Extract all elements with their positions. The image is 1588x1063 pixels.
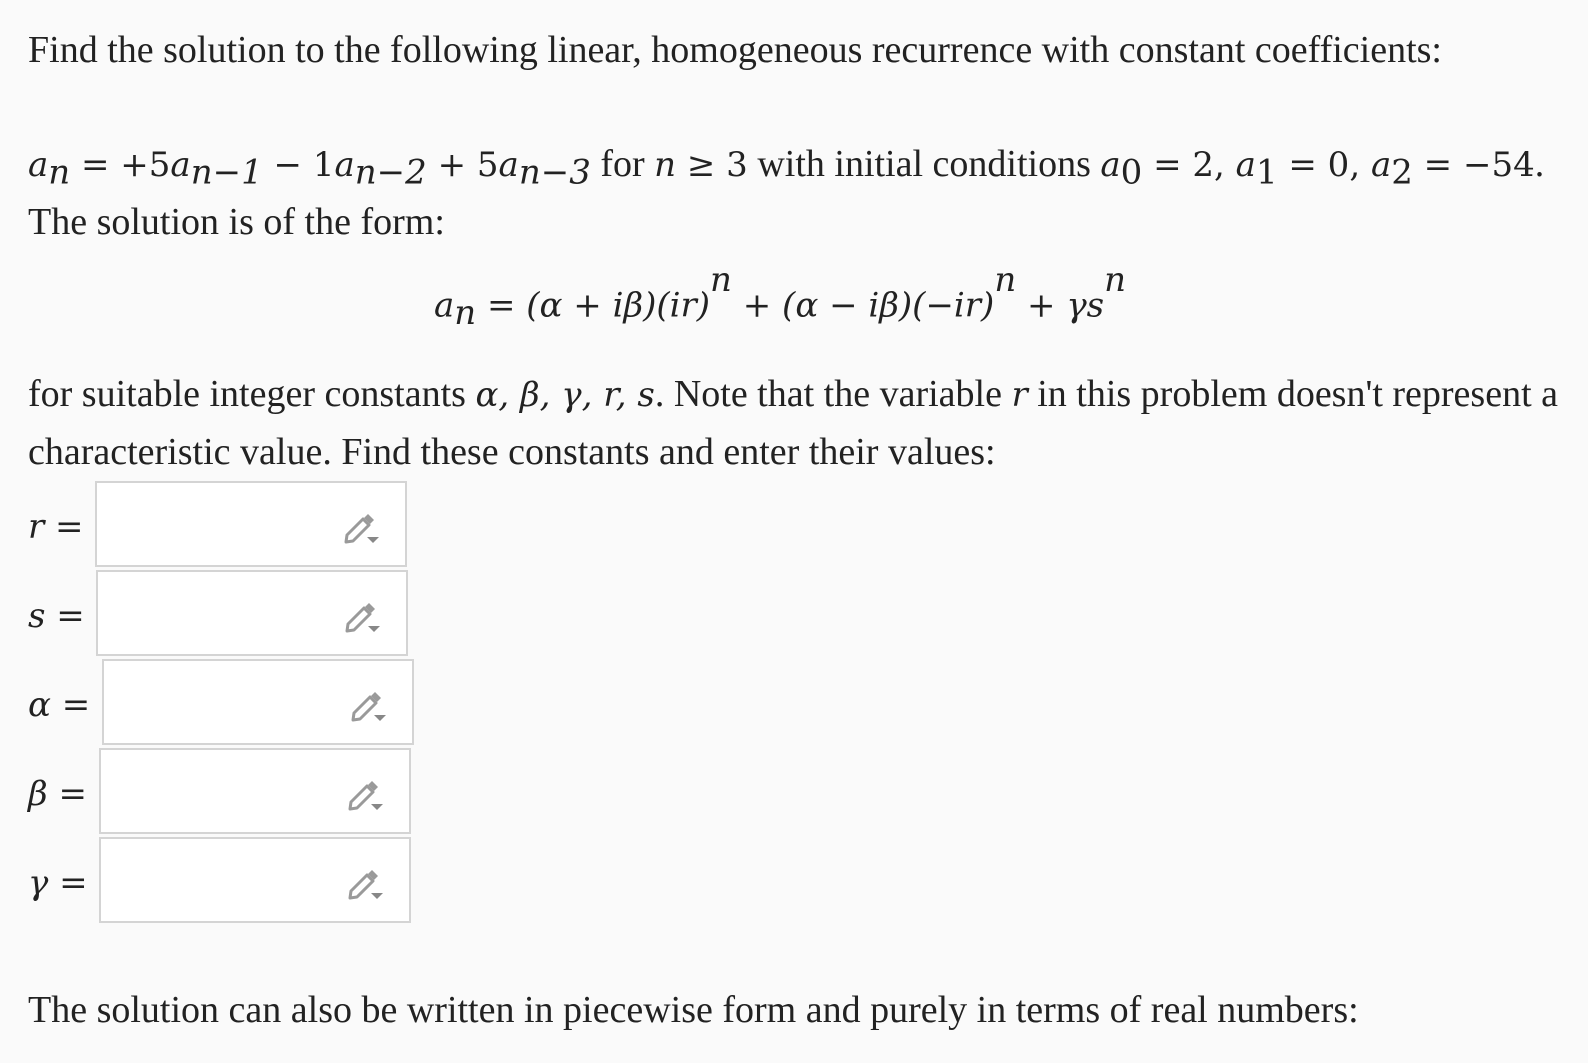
formula-lhs: a bbox=[433, 285, 455, 326]
recurrence-term2-sub: n−2 bbox=[354, 152, 427, 193]
answer-label-s: s = bbox=[28, 596, 85, 636]
explain-mid: . Note that the variable bbox=[654, 373, 1012, 415]
problem-intro: Find the solution to the following linear, homogeneous recurrence with constant coefficients: bbox=[28, 29, 1442, 71]
ic2-var: a bbox=[1370, 145, 1392, 185]
answer-input-r[interactable] bbox=[95, 481, 407, 567]
pencil-dropdown-icon[interactable] bbox=[347, 776, 387, 812]
explain-var: r bbox=[1011, 375, 1028, 415]
ic1-var: a bbox=[1235, 145, 1256, 185]
formula-part3: + γs bbox=[1016, 285, 1105, 326]
recurrence-condition-var: n bbox=[654, 145, 677, 185]
recurrence-for-text: for bbox=[590, 143, 655, 185]
formula-lhs-sub: n bbox=[454, 292, 477, 333]
recurrence-eq: = bbox=[70, 145, 121, 185]
answer-label-alpha: α = bbox=[28, 685, 91, 725]
formula-part1: = (α + iβ)(ir) bbox=[476, 285, 711, 326]
answer-label-r: r = bbox=[28, 507, 84, 547]
ic1-value: = 0, bbox=[1277, 145, 1371, 185]
solution-form-formula bbox=[0, 260, 1560, 333]
answer-label-gamma: γ = bbox=[28, 863, 88, 903]
ic0-sub: 0 bbox=[1120, 152, 1143, 193]
answer-input-beta[interactable] bbox=[99, 748, 411, 834]
ic0-var: a bbox=[1100, 145, 1121, 185]
recurrence-condition: ≥ 3 bbox=[676, 145, 748, 185]
ic1-sub: 1 bbox=[1255, 152, 1278, 193]
pencil-dropdown-icon[interactable] bbox=[343, 509, 383, 545]
recurrence-term2-var: a bbox=[334, 145, 355, 185]
formula-part2: + (α − iβ)(−ir) bbox=[731, 285, 995, 326]
answer-input-alpha[interactable] bbox=[102, 659, 414, 745]
answer-input-gamma[interactable] bbox=[99, 837, 411, 923]
ic2-sub: 2 bbox=[1391, 152, 1413, 193]
pencil-dropdown-icon[interactable] bbox=[347, 865, 387, 901]
recurrence-term1-coef: +5 bbox=[120, 145, 171, 185]
recurrence-lhs: a bbox=[28, 145, 49, 185]
formula-exp1: n bbox=[710, 260, 732, 300]
constants-explanation bbox=[28, 366, 1558, 481]
explain-pre: for suitable integer constants bbox=[28, 373, 476, 415]
recurrence-term1-sub: n−1 bbox=[190, 152, 263, 193]
formula-exp2: n bbox=[994, 260, 1017, 300]
ic2-value: = −54 bbox=[1412, 145, 1535, 185]
recurrence-statement bbox=[28, 136, 1558, 251]
recurrence-with-text: with initial conditions bbox=[747, 143, 1101, 185]
pencil-dropdown-icon[interactable] bbox=[350, 687, 390, 723]
recurrence-term2-coef: − 1 bbox=[262, 145, 335, 185]
pencil-dropdown-icon[interactable] bbox=[344, 598, 384, 634]
explain-constants: α, β, γ, r, s bbox=[475, 375, 655, 415]
recurrence-term3-var: a bbox=[498, 145, 519, 185]
formula-exp3: n bbox=[1104, 260, 1127, 300]
recurrence-term3-sub: n−3 bbox=[518, 152, 591, 193]
recurrence-trailing-text: . The solution is of the form: bbox=[28, 143, 1545, 243]
recurrence-term3-coef: + 5 bbox=[426, 145, 499, 185]
answer-label-beta: β = bbox=[28, 774, 87, 814]
recurrence-term1-var: a bbox=[170, 145, 191, 185]
explain-post: in this problem doesn't represent a characteristic value. Find these constants and enter their values: bbox=[28, 373, 1558, 473]
ic0-value: = 2, bbox=[1142, 145, 1236, 185]
closing-text: The solution can also be written in piecewise form and purely in terms of real numbers: bbox=[28, 989, 1359, 1031]
answer-input-s[interactable] bbox=[96, 570, 408, 656]
recurrence-lhs-sub: n bbox=[48, 152, 71, 193]
